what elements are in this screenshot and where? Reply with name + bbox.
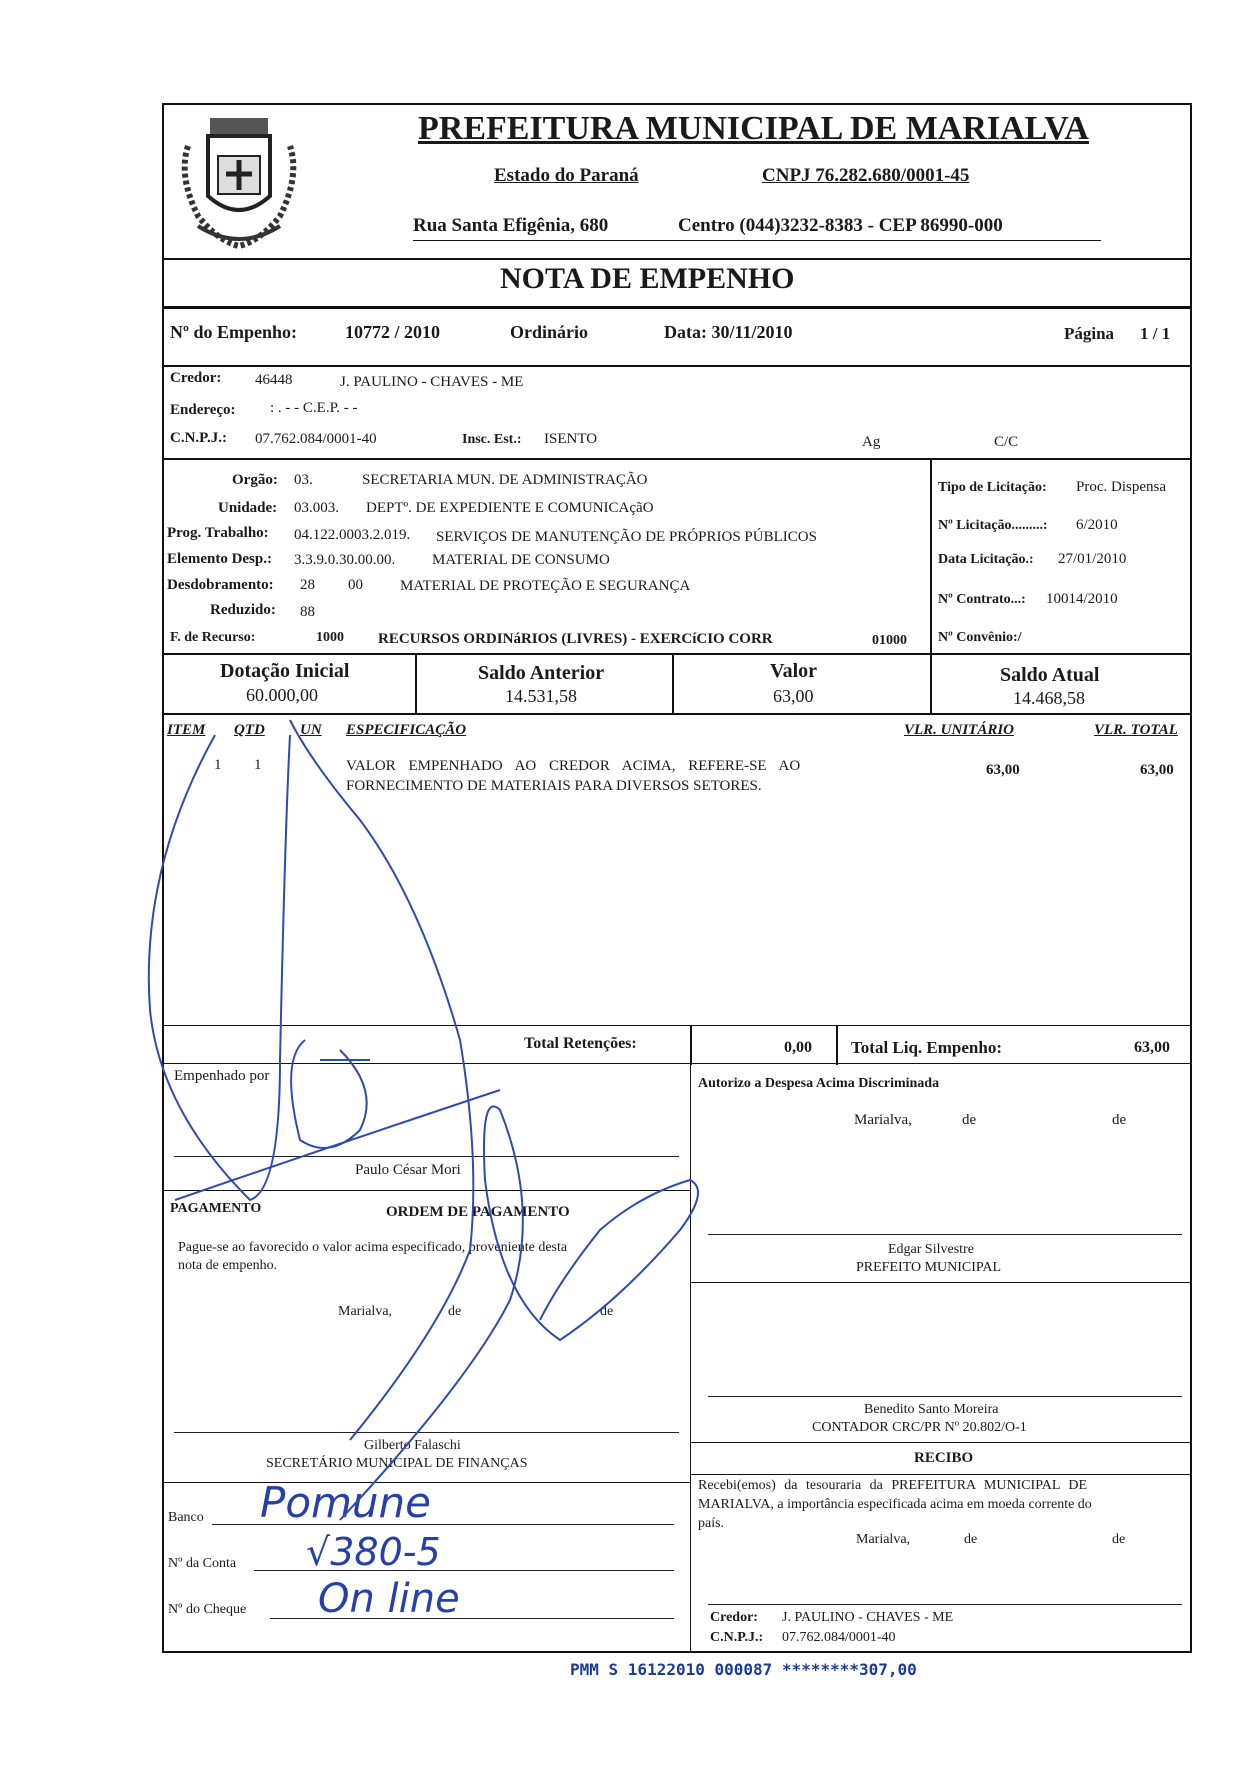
- pagamento-texto-line2: nota de empenho.: [178, 1258, 278, 1273]
- recibo-cnpj-value: 07.762.084/0001-40: [782, 1630, 896, 1645]
- autorizo-label: Autorizo a Despesa Acima Discriminada: [698, 1076, 940, 1091]
- recurso-code: 1000: [316, 630, 344, 645]
- col-vlr-unitario: VLR. UNITÁRIO: [904, 722, 1015, 738]
- page-label: Página: [1064, 324, 1115, 343]
- benedito-moreira: Benedito Santo Moreira: [864, 1402, 999, 1417]
- valor-value: 63,00: [773, 686, 814, 706]
- saldo-anterior-label: Saldo Anterior: [478, 662, 605, 684]
- unidade-code: 03.003.: [294, 500, 339, 516]
- recibo-texto-line2: MARIALVA, a importância especificada acima em moeda corrente do: [698, 1497, 1092, 1512]
- page-number: 1 / 1: [1140, 324, 1171, 343]
- pagamento-de1: de: [448, 1304, 462, 1319]
- data-licitacao-value: 27/01/2010: [1058, 551, 1127, 567]
- tipo-licitacao-value: Proc. Dispensa: [1076, 479, 1166, 495]
- col-item: ITEM: [167, 722, 206, 738]
- col-especificacao: ESPECIFICAÇÃO: [346, 722, 467, 738]
- pagamento-texto-line1: Pague-se ao favorecido o valor acima especificado, proveniente desta: [178, 1240, 568, 1255]
- contrato-value: 10014/2010: [1046, 591, 1118, 607]
- recibo-texto-line3: país.: [698, 1516, 725, 1531]
- conta-handwritten: √380-5: [306, 1530, 441, 1574]
- total-retencoes-value: 0,00: [784, 1039, 812, 1056]
- row-item: 1: [214, 757, 222, 773]
- pagamento-label: PAGAMENTO: [170, 1201, 262, 1216]
- banco-label: Banco: [168, 1510, 204, 1525]
- recibo-title: RECIBO: [914, 1450, 974, 1466]
- credor-cnpj: 07.762.084/0001-40: [255, 431, 377, 447]
- elemento-label: Elemento Desp.:: [167, 551, 272, 567]
- edgar-silvestre: Edgar Silvestre: [888, 1242, 974, 1257]
- insc-label: Insc. Est.:: [462, 432, 522, 447]
- autorizo-de2: de: [1112, 1112, 1127, 1128]
- num-licitacao-label: Nº Licitação.........:: [938, 518, 1048, 533]
- recurso-number: 01000: [872, 633, 907, 648]
- orgao-code: 03.: [294, 472, 313, 488]
- cnpj-header: CNPJ 76.282.680/0001-45: [762, 165, 970, 186]
- autorizo-marialva: Marialva,: [854, 1112, 912, 1128]
- prog-value: SERVIÇOS DE MANUTENÇÃO DE PRÓPRIOS PÚBLICOS: [436, 529, 817, 545]
- dotacao-inicial-value: 60.000,00: [246, 685, 318, 705]
- recibo-cnpj-label: C.N.P.J.:: [710, 1630, 764, 1645]
- page-title: PREFEITURA MUNICIPAL DE MARIALVA: [418, 110, 1089, 147]
- prefeito-municipal: PREFEITO MUNICIPAL: [856, 1260, 1002, 1275]
- contact-info: Centro (044)3232-8383 - CEP 86990-000: [678, 215, 1003, 236]
- gilberto-falaschi: Gilberto Falaschi: [364, 1438, 461, 1453]
- reduzido-value: 88: [300, 604, 315, 620]
- recurso-label: F. de Recurso:: [170, 630, 256, 645]
- prog-label: Prog. Trabalho:: [167, 525, 269, 541]
- credor-label: Credor:: [170, 370, 222, 386]
- saldo-atual-label: Saldo Atual: [1000, 664, 1100, 686]
- recibo-credor-value: J. PAULINO - CHAVES - ME: [782, 1610, 954, 1625]
- col-un: UN: [300, 722, 322, 738]
- empenho-number-label: Nº do Empenho:: [170, 322, 297, 342]
- cheque-label: Nº do Cheque: [168, 1602, 247, 1617]
- credor-cnpj-label: C.N.P.J.:: [170, 430, 227, 446]
- credor-code: 46448: [255, 372, 293, 388]
- document-title: NOTA DE EMPENHO: [500, 262, 795, 295]
- empenhado-por-label: Empenhado por: [174, 1068, 270, 1084]
- tipo-licitacao-label: Tipo de Licitação:: [938, 480, 1047, 495]
- address: Rua Santa Efigênia, 680: [413, 215, 609, 236]
- pagamento-de2: de: [600, 1304, 614, 1319]
- prog-code: 04.122.0003.2.019.: [294, 527, 411, 543]
- pagamento-marialva: Marialva,: [338, 1304, 393, 1319]
- ag-label: Ag: [862, 434, 881, 450]
- valor-label: Valor: [770, 660, 818, 682]
- autorizo-de1: de: [962, 1112, 977, 1128]
- insc-value: ISENTO: [544, 431, 598, 447]
- total-liq-label: Total Liq. Empenho:: [851, 1038, 1002, 1057]
- desdobramento-value: MATERIAL DE PROTEÇÃO E SEGURANÇA: [400, 578, 691, 594]
- total-retencoes-label: Total Retenções:: [524, 1035, 637, 1052]
- endereco-value: : . - - C.E.P. - -: [270, 400, 358, 416]
- col-qtd: QTD: [234, 722, 265, 738]
- contador-crc: CONTADOR CRC/PR Nº 20.802/O-1: [812, 1420, 1027, 1435]
- secretario-financas: SECRETÁRIO MUNICIPAL DE FINANÇAS: [266, 1456, 528, 1471]
- desdobramento-code1: 28: [300, 577, 315, 593]
- cheque-handwritten: On line: [318, 1576, 460, 1622]
- row-total: 63,00: [1140, 762, 1174, 778]
- elemento-code: 3.3.9.0.30.00.00.: [294, 552, 396, 568]
- recibo-de2: de: [1112, 1532, 1126, 1547]
- saldo-atual-value: 14.468,58: [1013, 688, 1085, 708]
- orgao-label: Orgão:: [232, 472, 278, 488]
- saldo-anterior-value: 14.531,58: [505, 686, 577, 706]
- empenho-date: Data: 30/11/2010: [664, 322, 793, 342]
- paulo-cesar-mori: Paulo César Mori: [355, 1162, 461, 1178]
- col-vlr-total: VLR. TOTAL: [1094, 722, 1178, 738]
- ordem-pagamento-label: ORDEM DE PAGAMENTO: [386, 1204, 570, 1220]
- row-espec-line2: FORNECIMENTO DE MATERIAIS PARA DIVERSOS SETORES.: [346, 778, 762, 794]
- desdobramento-label: Desdobramento:: [167, 577, 274, 593]
- recibo-de1: de: [964, 1532, 978, 1547]
- row-espec-line1: VALOR EMPENHADO AO CREDOR ACIMA, REFERE-SE AO: [346, 758, 801, 774]
- recibo-marialva: Marialva,: [856, 1532, 911, 1547]
- empenho-number: 10772 / 2010: [345, 322, 441, 342]
- conta-label: Nº da Conta: [168, 1556, 237, 1571]
- state-name: Estado do Paraná: [494, 165, 639, 186]
- recurso-value: RECURSOS ORDINáRIOS (LIVRES) - EXERCíCIO CORR: [378, 631, 773, 647]
- recibo-texto-line1: Recebi(emos) da tesouraria da PREFEITURA MUNICIPAL DE: [698, 1478, 1088, 1493]
- total-liq-value: 63,00: [1134, 1039, 1170, 1056]
- machine-stamp: PMM S 16122010 000087 ********307,00: [570, 1660, 917, 1679]
- elemento-value: MATERIAL DE CONSUMO: [432, 552, 610, 568]
- contrato-label: Nº Contrato...:: [938, 592, 1026, 607]
- num-licitacao-value: 6/2010: [1076, 517, 1118, 533]
- empenho-type: Ordinário: [510, 322, 589, 342]
- unidade-label: Unidade:: [218, 500, 278, 516]
- recibo-credor-label: Credor:: [710, 1610, 758, 1625]
- row-unit: 63,00: [986, 762, 1020, 778]
- desdobramento-code2: 00: [348, 577, 363, 593]
- convenio-label: Nº Convênio:/: [938, 630, 1022, 645]
- dotacao-inicial-label: Dotação Inicial: [220, 660, 350, 682]
- banco-handwritten: Pomune: [260, 1478, 432, 1527]
- reduzido-label: Reduzido:: [210, 602, 276, 618]
- unidade-value: DEPTº. DE EXPEDIENTE E COMUNICAçãO: [366, 500, 654, 516]
- credor-name: J. PAULINO - CHAVES - ME: [340, 374, 524, 390]
- endereco-label: Endereço:: [170, 402, 236, 418]
- orgao-value: SECRETARIA MUN. DE ADMINISTRAÇÃO: [362, 472, 648, 488]
- row-qtd: 1: [254, 757, 262, 773]
- cc-label: C/C: [994, 434, 1019, 450]
- data-licitacao-label: Data Licitação.:: [938, 552, 1034, 567]
